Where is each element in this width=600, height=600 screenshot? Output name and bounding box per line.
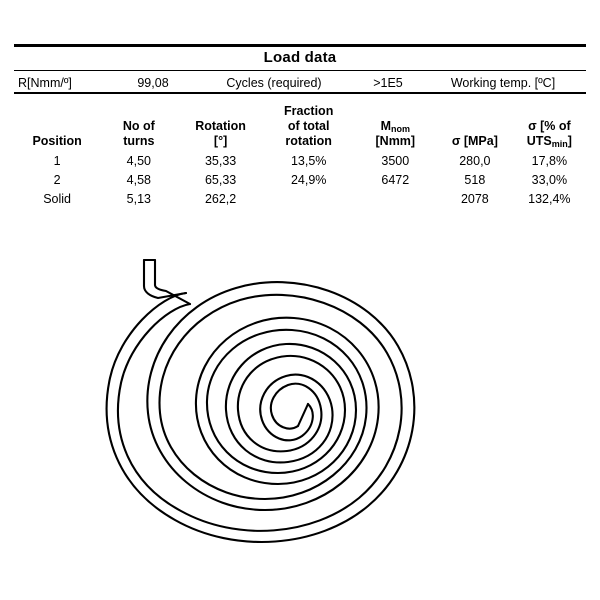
mnom-subscript: nom (391, 123, 410, 134)
uts-bracket: ] (567, 133, 572, 148)
column-header-turns-line1: No of (122, 118, 155, 133)
uts-subscript: min (551, 138, 568, 149)
spiral-spring-svg (0, 238, 600, 578)
column-header-fraction (264, 104, 354, 152)
column-header-mnom (354, 104, 437, 152)
column-header-sigma-line1: σ [MPa] (451, 133, 498, 148)
column-header-sigma (437, 104, 513, 152)
table-row (14, 152, 586, 171)
column-header-turns-line2: turns (123, 133, 155, 148)
cell-fraction: 24,9% (290, 173, 327, 188)
column-header-mnom-line1 (356, 119, 435, 134)
column-header-position-line1: Position (32, 133, 82, 148)
spring-figure (0, 238, 600, 578)
cell-sigma: 280,0 (459, 154, 491, 169)
column-header-rotation-line1: Rotation (195, 118, 246, 133)
cell-rotation: 65,33 (204, 173, 237, 188)
uts-symbol: UTS (526, 133, 552, 148)
rate-label: R[Nmm/º] (18, 75, 72, 90)
cell-mnom: 6472 (381, 173, 410, 188)
rate-value: 99,08 (137, 75, 169, 90)
cell-fraction: 13,5% (290, 154, 327, 169)
column-header-uts-line2 (515, 134, 584, 149)
table-body (14, 152, 586, 209)
cell-position: Solid (43, 192, 71, 207)
spiral-outer-path (107, 282, 415, 542)
working-temp-label: Working temp. [ºC] (450, 75, 556, 90)
column-header-rotation-line2: [°] (213, 133, 228, 148)
table-row (14, 171, 586, 190)
column-header-turns (100, 104, 177, 152)
column-header-rotation (177, 104, 263, 152)
cell-uts: 33,0% (531, 173, 568, 188)
cell-mnom (354, 190, 437, 209)
cell-position: 1 (53, 154, 61, 169)
cell-uts: 132,4% (528, 192, 571, 207)
cell-position: 2 (53, 173, 61, 188)
header-bottom-rule (14, 92, 586, 94)
column-header-fraction-line3: rotation (285, 133, 332, 148)
cell-sigma: 2078 (460, 192, 489, 207)
cell-uts: 17,8% (531, 154, 568, 169)
column-header-mnom-line2: [Nmm] (375, 133, 416, 148)
cell-turns: 4,50 (126, 154, 151, 169)
spring-outer-hook (144, 260, 190, 304)
cell-sigma: 518 (464, 173, 486, 188)
cell-rotation: 35,33 (204, 154, 237, 169)
column-header-fraction-line2: of total (287, 118, 330, 133)
table-header-row (14, 104, 586, 152)
table-top-rule (14, 44, 586, 47)
cycles-label: Cycles (required) (226, 75, 322, 90)
page-title: Load data (263, 49, 337, 66)
column-header-uts-line1: σ [% of (528, 118, 571, 133)
cell-rotation: 262,2 (204, 192, 237, 207)
column-header-fraction-line1: Fraction (284, 104, 334, 118)
spring-inner-end (298, 404, 308, 426)
load-data-table (14, 104, 586, 209)
column-header-uts (513, 104, 586, 152)
cell-turns: 5,13 (126, 192, 151, 207)
mnom-symbol: M (380, 118, 391, 133)
header-info-row (14, 74, 586, 91)
table-row (14, 190, 586, 209)
cell-turns: 4,58 (126, 173, 151, 188)
title-separator-rule (14, 70, 586, 71)
column-header-position (14, 104, 100, 152)
cell-fraction (264, 190, 354, 209)
cell-mnom: 3500 (381, 154, 410, 169)
cycles-value: >1E5 (373, 75, 403, 90)
